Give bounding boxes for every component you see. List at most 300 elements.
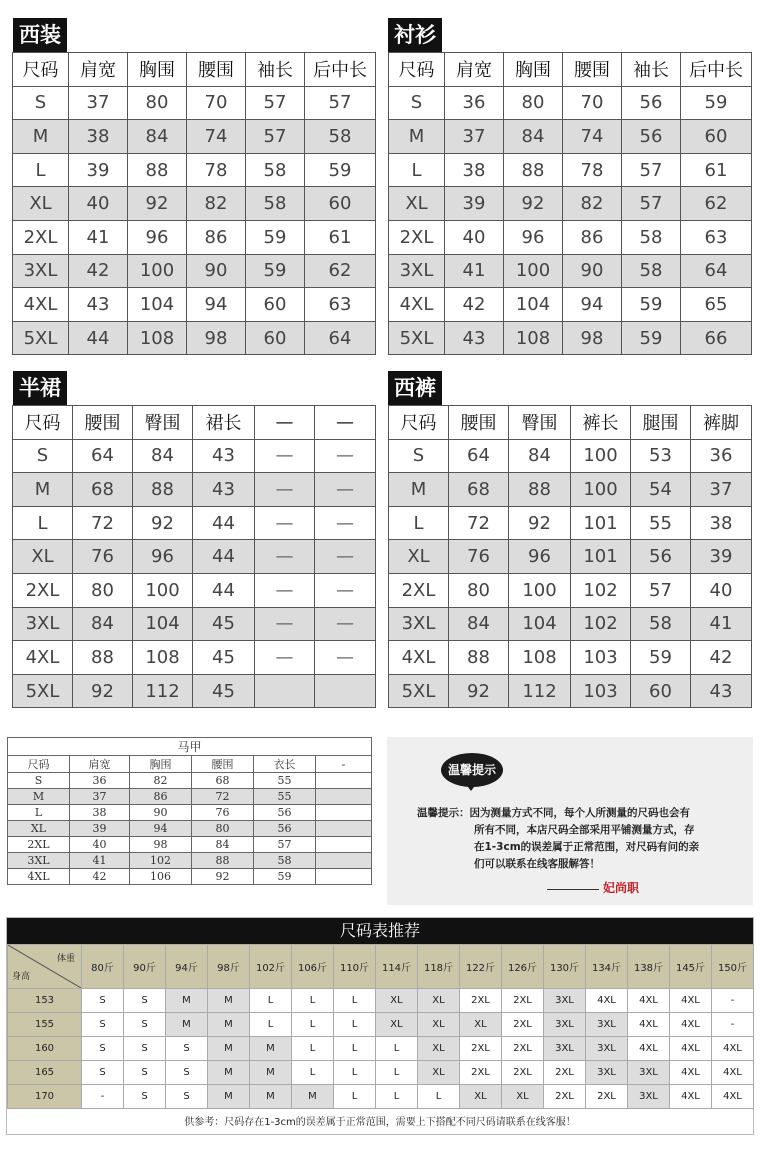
size-cell: M [250,1085,292,1109]
table-cell: 84 [509,439,571,473]
table-cell: 55 [631,506,691,540]
size-cell: L [292,989,334,1013]
table-cell: 59 [622,321,681,355]
table-cell: 82 [187,187,246,221]
table-cell: 72 [449,506,509,540]
column-header: 腰围 [192,756,254,773]
table-cell: — [255,506,315,540]
recommendation-table [7,944,754,1109]
table-cell: 84 [133,439,193,473]
column-header: — [255,406,315,440]
weight-header: 94斤 [166,945,208,989]
table-cell: 5XL [389,321,445,355]
table-cell: 82 [130,773,192,789]
table-cell: 61 [305,220,376,254]
table-cell: 43 [691,674,752,708]
table-row [8,989,754,1013]
vest-title: 马甲 [8,738,372,756]
table-cell: 3XL [8,853,70,869]
table-cell: 112 [509,674,571,708]
table-row [389,321,752,355]
size-cell: 4XL [712,1037,754,1061]
suit-size-table [12,52,376,355]
column-header: 后中长 [305,53,376,87]
table-cell: 3XL [13,607,73,641]
table-cell: 43 [69,288,128,322]
table-cell: 65 [681,288,752,322]
size-cell: M [250,1037,292,1061]
table-cell: 58 [622,254,681,288]
column-header: 腰围 [563,53,622,87]
table-cell: 98 [563,321,622,355]
table-cell: — [315,607,376,641]
size-cell: 2XL [502,989,544,1013]
table-cell: 36 [691,439,752,473]
table-row [13,641,376,675]
table-cell: 88 [192,853,254,869]
table-cell: 102 [130,853,192,869]
size-cell: 4XL [628,989,670,1013]
table-cell: 54 [631,473,691,507]
recommendation-title: 尺码表推荐 [7,918,753,944]
column-header: - [316,756,372,773]
table-cell: 84 [128,120,187,154]
table-cell: 92 [509,506,571,540]
size-cell: L [292,1037,334,1061]
size-cell: S [124,1013,166,1037]
table-cell: 74 [187,120,246,154]
table-cell: 57 [246,86,305,120]
table-cell [316,837,372,853]
height-label: 身高 [12,972,31,982]
table-cell: M [389,120,445,154]
table-cell: 68 [449,473,509,507]
table-cell: 72 [192,789,254,805]
table-cell: 108 [504,321,563,355]
size-cell: XL [460,1085,502,1109]
table-cell: 61 [681,153,752,187]
weight-header: 122斤 [460,945,502,989]
table-row [389,86,752,120]
skirt-title: 半裙 [13,371,67,405]
table-cell: 80 [504,86,563,120]
table-cell: 96 [504,220,563,254]
table-cell: 66 [681,321,752,355]
size-cell: 2XL [460,1037,502,1061]
table-cell: 98 [130,837,192,853]
column-header: 尺码 [389,406,449,440]
size-cell: S [82,989,124,1013]
table-cell: 64 [681,254,752,288]
table-row [389,254,752,288]
table-cell: 86 [563,220,622,254]
size-cell: L [334,1037,376,1061]
size-cell: M [208,1013,250,1037]
table-row [8,1085,754,1109]
table-cell: 5XL [389,674,449,708]
table-row [389,573,752,607]
table-cell: 2XL [8,837,70,853]
size-cell: 4XL [628,1013,670,1037]
weight-header: 102斤 [250,945,292,989]
table-row [13,540,376,574]
table-row [8,773,372,789]
table-cell: 44 [193,506,255,540]
table-cell: 60 [305,187,376,221]
size-cell: 2XL [502,1013,544,1037]
table-cell: 60 [246,288,305,322]
table-row [13,120,376,154]
size-cell: 2XL [544,1085,586,1109]
table-cell: 3XL [13,254,69,288]
weight-header: 110斤 [334,945,376,989]
column-header: 腰围 [187,53,246,87]
table-cell: — [315,473,376,507]
table-cell: — [315,540,376,574]
table-cell: 2XL [13,573,73,607]
table-row [13,607,376,641]
column-header: 腰围 [73,406,133,440]
table-cell: 92 [192,869,254,885]
table-cell: M [389,473,449,507]
table-cell: — [315,573,376,607]
size-cell: S [82,1013,124,1037]
column-header: 裙长 [193,406,255,440]
table-cell: 37 [691,473,752,507]
notice-line: 们可以联系在线客服解答！ [474,858,600,870]
caption-row [8,738,372,756]
table-cell: 44 [193,540,255,574]
table-cell: 59 [246,254,305,288]
table-row [13,220,376,254]
table-row [389,674,752,708]
table-row [13,573,376,607]
size-cell: S [166,1085,208,1109]
size-cell: L [376,1037,418,1061]
size-cell: 3XL [628,1061,670,1085]
table-cell: 59 [246,220,305,254]
table-row [389,153,752,187]
table-cell: 40 [69,187,128,221]
table-cell: 108 [509,641,571,675]
table-cell: 4XL [8,869,70,885]
table-row [389,439,752,473]
table-cell: 59 [254,869,316,885]
table-cell: 68 [73,473,133,507]
table-row [13,254,376,288]
size-cell: 4XL [712,1061,754,1085]
size-cell: S [166,1061,208,1085]
table-cell: 42 [69,254,128,288]
size-cell: L [334,1013,376,1037]
table-cell: 38 [691,506,752,540]
table-cell: 94 [130,821,192,837]
table-cell: — [255,473,315,507]
table-cell: 3XL [389,254,445,288]
table-cell: 58 [305,120,376,154]
table-cell: 88 [449,641,509,675]
table-cell: 44 [69,321,128,355]
notice-line: 温馨提示：因为测量方式不同，每个人所测量的尺码也会有 [417,807,690,819]
height-cell: 170 [8,1085,82,1109]
table-cell: 70 [187,86,246,120]
table-cell [255,674,315,708]
table-cell: 103 [571,641,631,675]
weight-header: 126斤 [502,945,544,989]
column-header: 腰围 [449,406,509,440]
table-cell: 56 [622,86,681,120]
notice-line: 所有不同，本店尺码全部采用平铺测量方式，存 [474,824,695,836]
table-cell: 92 [128,187,187,221]
table-row [8,1037,754,1061]
column-header: 胸围 [130,756,192,773]
table-cell: 60 [631,674,691,708]
column-header: 尺码 [8,756,70,773]
column-header: 胸围 [128,53,187,87]
size-cell: 4XL [670,989,712,1013]
table-cell [316,821,372,837]
table-cell: 55 [254,789,316,805]
table-cell: 104 [133,607,193,641]
weight-header: 114斤 [376,945,418,989]
table-cell: L [13,153,69,187]
column-header: 肩宽 [69,53,128,87]
table-cell: L [389,506,449,540]
table-cell: 106 [130,869,192,885]
table-cell: 56 [631,540,691,574]
size-cell: XL [418,1061,460,1085]
shirt-title: 衬衫 [388,18,442,52]
table-cell: — [315,439,376,473]
table-row [13,187,376,221]
table-cell: 104 [509,607,571,641]
table-cell: 57 [622,187,681,221]
table-cell: 58 [631,607,691,641]
table-cell: 39 [691,540,752,574]
size-cell: XL [418,1013,460,1037]
trousers-size-table [388,405,752,708]
size-cell: S [124,989,166,1013]
table-row [389,506,752,540]
table-row [13,506,376,540]
table-cell: 100 [133,573,193,607]
table-cell: 78 [563,153,622,187]
weight-header: 118斤 [418,945,460,989]
table-row [389,187,752,221]
table-cell: 5XL [13,674,73,708]
table-cell: S [8,773,70,789]
weight-header: 145斤 [670,945,712,989]
table-cell: 101 [571,540,631,574]
size-cell: 2XL [502,1037,544,1061]
table-cell: — [255,607,315,641]
signature: 妃尚职 [603,881,640,895]
table-cell: L [389,153,445,187]
table-cell: L [13,506,73,540]
table-cell: 101 [571,506,631,540]
weight-row [8,945,754,989]
table-cell: 76 [449,540,509,574]
table-cell: 94 [187,288,246,322]
table-row [8,837,372,853]
table-cell: 39 [69,153,128,187]
size-cell: M [166,989,208,1013]
size-cell: 3XL [586,1013,628,1037]
column-header: 尺码 [13,53,69,87]
size-cell: S [124,1061,166,1085]
table-cell: 102 [571,573,631,607]
table-row [8,805,372,821]
table-cell: 39 [445,187,504,221]
table-row [389,607,752,641]
table-cell: M [13,120,69,154]
table-cell: 40 [445,220,504,254]
table-cell [316,869,372,885]
table-cell: 42 [445,288,504,322]
table-cell: 72 [73,506,133,540]
table-cell: 45 [193,674,255,708]
table-cell: 96 [133,540,193,574]
table-cell: 45 [193,641,255,675]
table-cell: 45 [193,607,255,641]
size-cell: XL [418,989,460,1013]
table-cell: 39 [70,821,130,837]
table-cell [316,789,372,805]
table-cell: 2XL [13,220,69,254]
column-header: 腿围 [631,406,691,440]
table-cell: XL [13,540,73,574]
table-cell: L [8,805,70,821]
weight-header: 106斤 [292,945,334,989]
table-cell: 78 [187,153,246,187]
table-cell: XL [13,187,69,221]
header-row [13,53,376,87]
column-header: 臀围 [509,406,571,440]
table-cell: M [8,789,70,805]
table-cell: 36 [70,773,130,789]
vest-size-table [7,737,372,885]
table-cell: 96 [509,540,571,574]
table-cell: 80 [128,86,187,120]
size-cell: 3XL [544,1037,586,1061]
table-row [13,321,376,355]
size-cell: 2XL [502,1061,544,1085]
table-cell: 100 [128,254,187,288]
skirt-size-table [12,405,376,708]
table-cell: S [389,86,445,120]
table-row [8,853,372,869]
table-cell: 64 [449,439,509,473]
size-cell: 4XL [628,1037,670,1061]
table-cell: — [315,641,376,675]
trousers-title: 西裤 [388,371,442,405]
header-row [389,53,752,87]
table-cell: S [13,439,73,473]
shirt-size-table [388,52,752,355]
table-cell: 74 [563,120,622,154]
table-cell: 58 [622,220,681,254]
table-cell: 80 [73,573,133,607]
column-header: 肩宽 [70,756,130,773]
size-cell: S [82,1061,124,1085]
table-cell: 37 [70,789,130,805]
table-cell: 41 [445,254,504,288]
size-cell: 3XL [628,1085,670,1109]
table-cell: 41 [691,607,752,641]
table-cell: 57 [622,153,681,187]
notice-badge: 温馨提示 [441,753,503,787]
table-cell: 42 [70,869,130,885]
table-cell: 38 [70,805,130,821]
badge-tail-icon [465,783,477,791]
table-row [389,473,752,507]
column-header: 裤脚 [691,406,752,440]
signature-divider [547,889,599,890]
size-cell: L [292,1013,334,1037]
table-cell: 44 [193,573,255,607]
table-cell: 59 [305,153,376,187]
table-row [389,641,752,675]
table-cell: 38 [69,120,128,154]
weight-header: 150斤 [712,945,754,989]
table-cell: XL [389,187,445,221]
size-recommendation-panel [6,917,754,1135]
size-cell: 3XL [544,1013,586,1037]
table-cell: 94 [563,288,622,322]
table-cell: 103 [571,674,631,708]
table-row [13,86,376,120]
table-cell: — [255,573,315,607]
table-cell: 84 [449,607,509,641]
table-cell: M [13,473,73,507]
size-cell: XL [376,1013,418,1037]
column-header: 后中长 [681,53,752,87]
table-row [8,1061,754,1085]
weight-header: 138斤 [628,945,670,989]
table-row [8,869,372,885]
size-cell: S [82,1037,124,1061]
table-cell: 84 [192,837,254,853]
size-cell: 4XL [586,989,628,1013]
recommendation-footer: 供参考：尺码存在1-3cm的误差属于正常范围，需要上下搭配不同尺码请联系在线客服！ [184,1117,576,1128]
size-cell: M [292,1085,334,1109]
table-cell: 56 [254,805,316,821]
header-row [13,406,376,440]
table-cell: 86 [187,220,246,254]
table-cell: 76 [73,540,133,574]
size-cell: - [712,1013,754,1037]
size-cell: L [250,989,292,1013]
column-header: 肩宽 [445,53,504,87]
table-cell: 104 [128,288,187,322]
table-row [8,1013,754,1037]
table-cell: 84 [73,607,133,641]
table-cell: 58 [254,853,316,869]
table-cell: 4XL [13,641,73,675]
table-cell: 68 [192,773,254,789]
suit-title: 西装 [13,18,67,52]
table-cell: 56 [254,821,316,837]
size-cell: 4XL [670,1013,712,1037]
size-cell: 2XL [460,1061,502,1085]
size-cell: XL [418,1037,460,1061]
table-cell: 37 [445,120,504,154]
size-cell: S [166,1037,208,1061]
size-cell: 2XL [544,1061,586,1085]
table-cell: 43 [445,321,504,355]
table-cell: 41 [70,853,130,869]
size-cell: 2XL [586,1085,628,1109]
